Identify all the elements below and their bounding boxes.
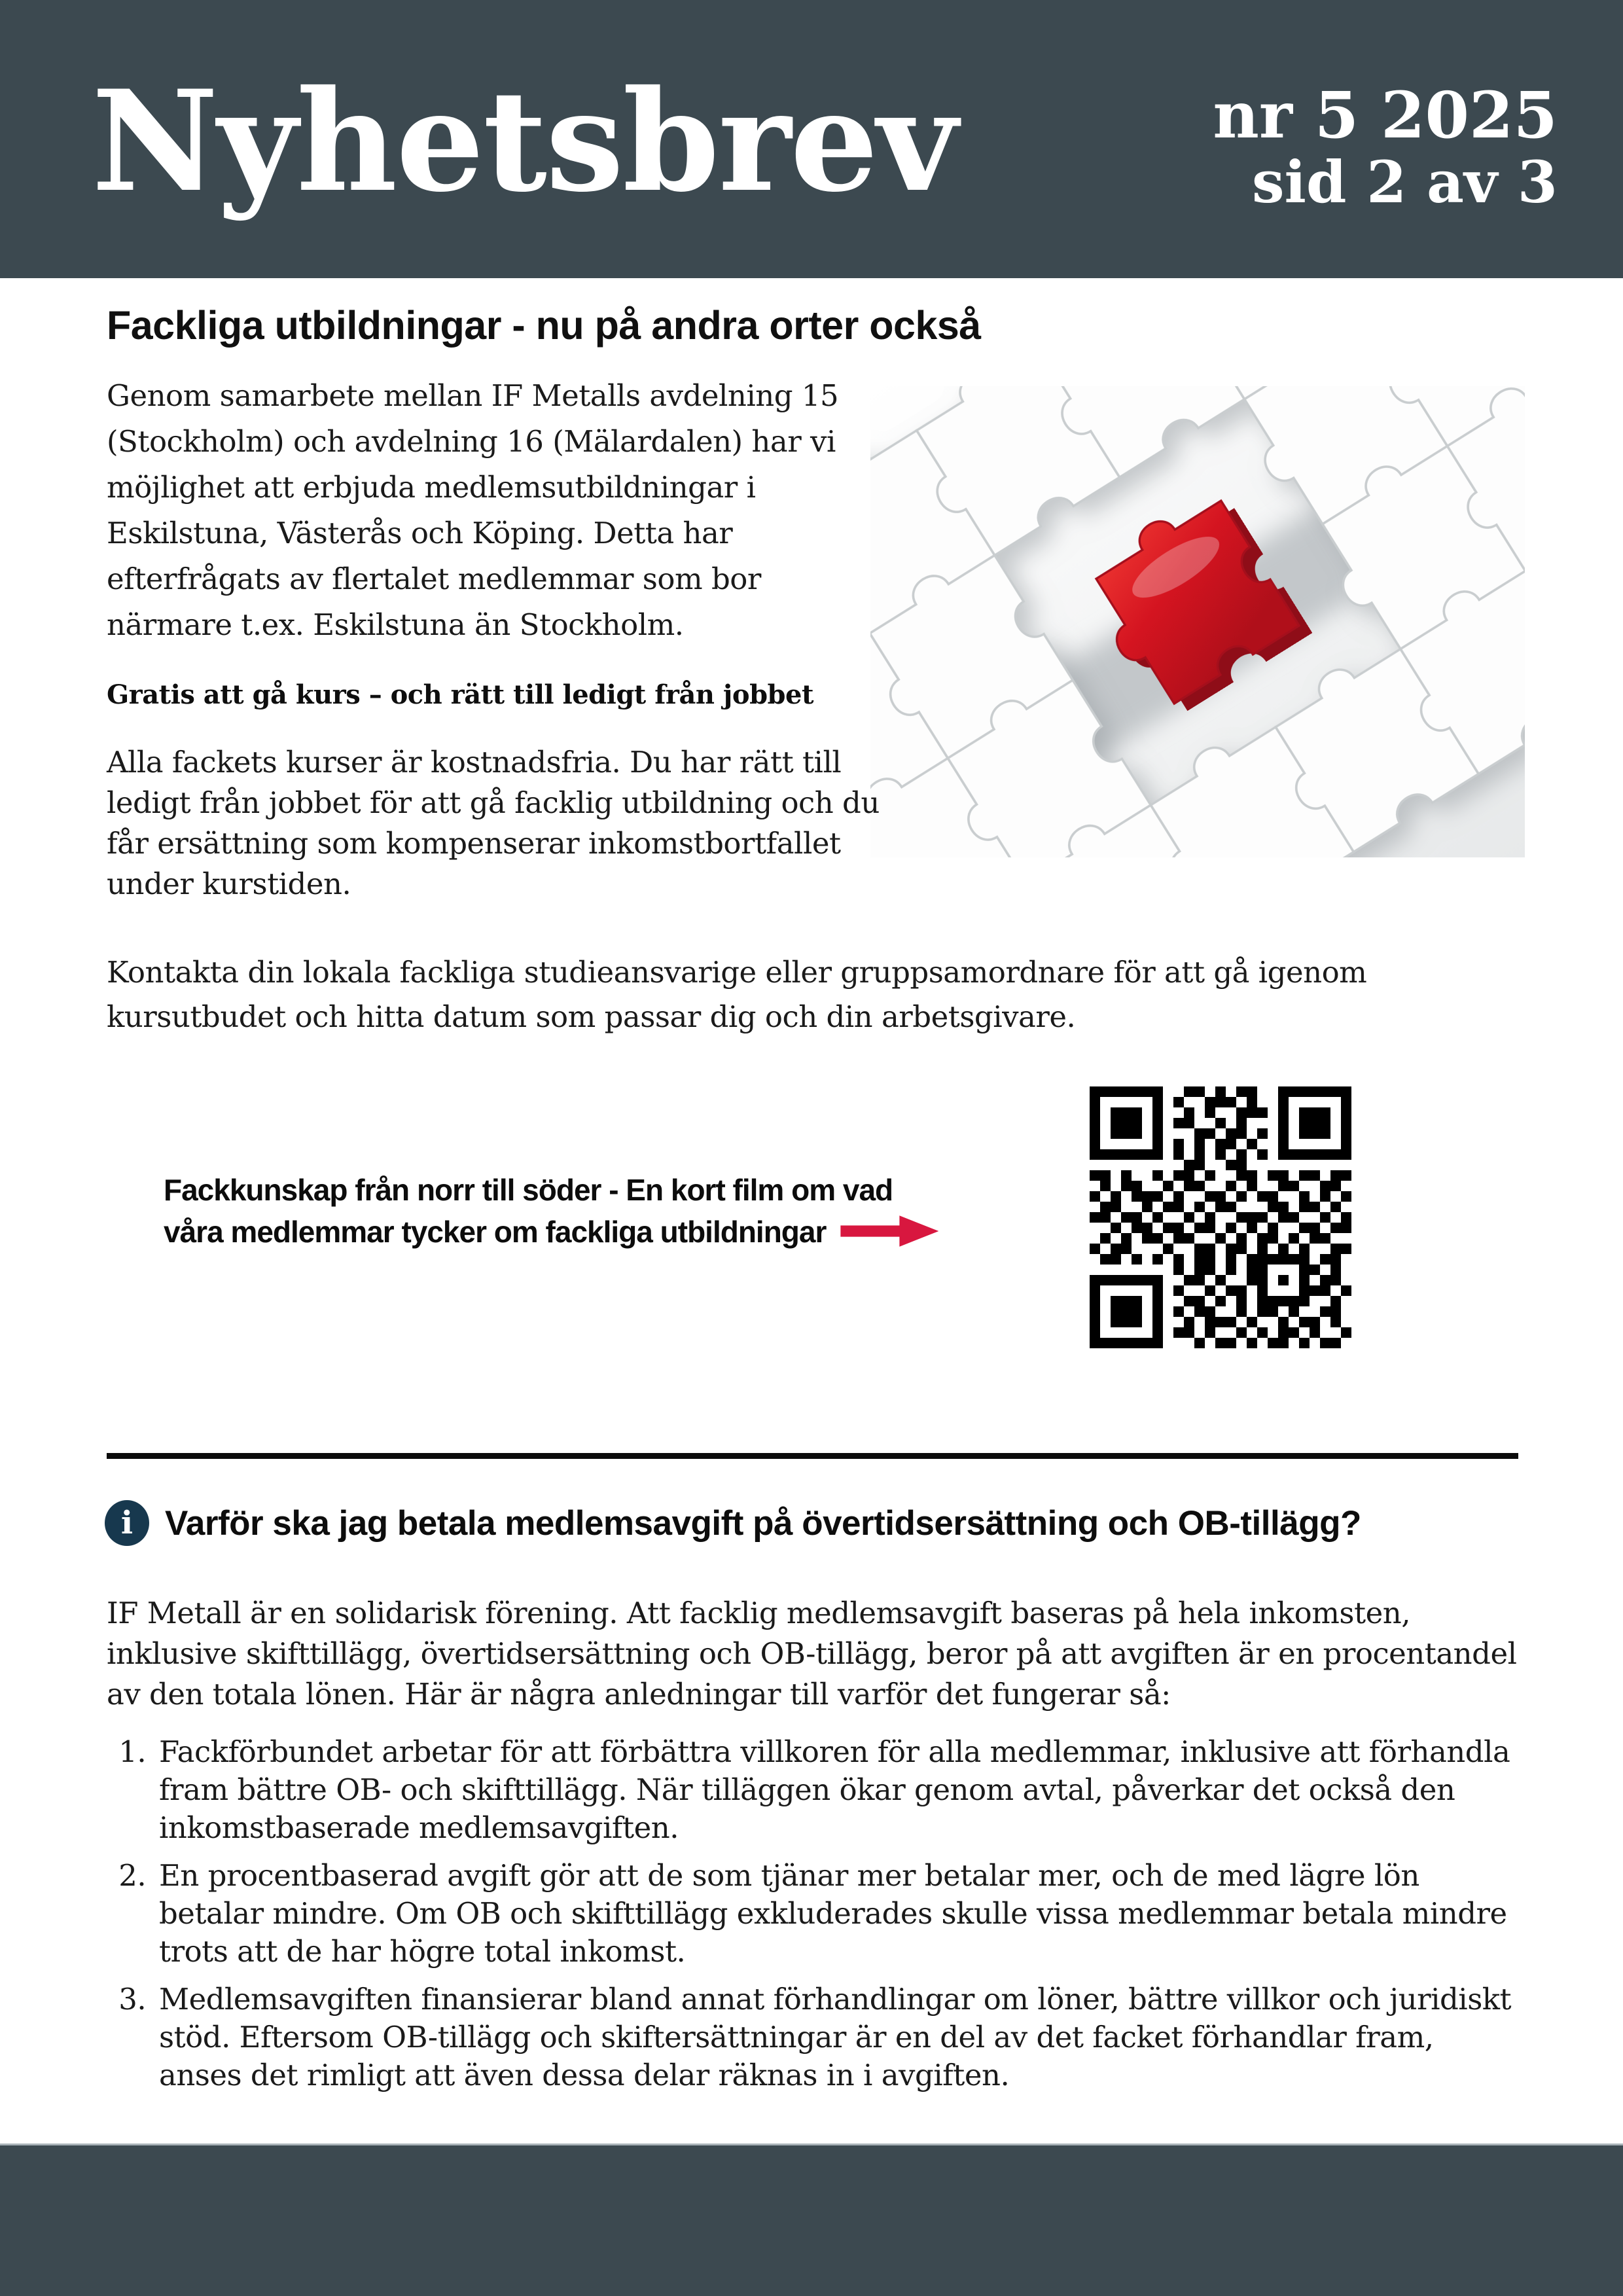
article1-subheading: Gratis att gå kurs – och rätt till ledigt från jobbet <box>107 679 813 710</box>
article1-paragraph-2: Alla fackets kurser är kostnadsfria. Du har rätt till ledigt från jobbet för att gå facklig utbildning och du får ersättning som kompenserar inkomstbortfallet under kurstiden. <box>107 745 880 901</box>
footer <box>0 2144 1623 2296</box>
qr-caption-line2-text: våra medlemmar tycker om fackliga utbildningar <box>164 1215 827 1249</box>
arrow-right-icon <box>840 1213 938 1249</box>
section-divider <box>107 1453 1518 1459</box>
qr-caption-line1: Fackkunskap från norr till söder - En kort film om vad <box>164 1173 893 1207</box>
qr-caption-line2 <box>164 1211 938 1253</box>
article2-heading: Varför ska jag betala medlemsavgift på övertidsersättning och OB-tillägg? <box>165 1503 1361 1543</box>
list-item: 1. Fackförbundet arbetar för att förbättra villkoren för alla medlemmar, inklusive att förhandla fram bättre OB- och skifttillägg. När tilläggen ökar genom avtal, påverkar det också den inkomstbaserade medlemsavgiften. <box>155 1733 1518 1847</box>
reasons-list <box>107 1733 1518 2104</box>
qr-caption <box>164 1169 938 1253</box>
article1-heading: Fackliga utbildningar - nu på andra orter också <box>107 303 981 348</box>
qr-code <box>1090 1086 1351 1348</box>
page-title: Nyhetsbrev <box>92 59 957 223</box>
header-meta <box>1213 77 1558 217</box>
page-indicator: sid 2 av 3 <box>1251 148 1558 217</box>
list-item: 3. Medlemsavgiften finansierar bland annat förhandlingar om löner, bättre villkor och juridiskt stöd. Eftersom OB-tillägg och skiftersättningar är en del av det facket förhandlar fram, anses det rimligt att även dessa delar räknas in i avgiften. <box>155 1981 1518 2094</box>
list-item: 2. En procentbaserad avgift gör att de som tjänar mer betalar mer, och de med lägre lön betalar mindre. Om OB och skifttillägg exkluderades skulle vissa medlemmar betala mindre trots att de har högre total inkomst. <box>155 1857 1518 1971</box>
header <box>0 0 1623 278</box>
article1-paragraph-3: Kontakta din lokala fackliga studieansvarige eller gruppsamordnare för att gå igenom kursutbudet och hitta datum som passar dig och din arbetsgivare. <box>107 955 1367 1034</box>
info-icon: i <box>105 1500 149 1546</box>
article2-intro: IF Metall är en solidarisk förening. Att facklig medlemsavgift baseras på hela inkomsten, inklusive skifttillägg, övertidsersättning och OB-tillägg, beror på att avgiften är en procentandel av den totala lönen. Här är några anledningar till varför det fungerar så: <box>107 1596 1517 1712</box>
issue-number: nr 5 2025 <box>1213 77 1558 152</box>
article1-paragraph-1: Genom samarbete mellan IF Metalls avdelning 15 (Stockholm) och avdelning 16 (Mälardalen) har vi möjlighet att erbjuda medlemsutbildningar i Eskilstuna, Västerås och Köping. Detta har efterfrågats av flertalet medlemmar som bor närmare t.ex. Eskilstuna än Stockholm. <box>107 378 839 642</box>
puzzle-image <box>870 386 1525 857</box>
article2-heading-row <box>105 1500 1361 1546</box>
